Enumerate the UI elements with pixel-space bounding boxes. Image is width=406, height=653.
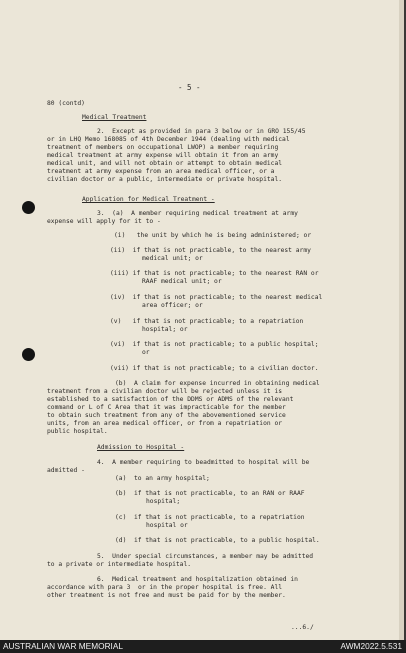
list-item: (a) to an army hospital; xyxy=(115,475,210,482)
para-5-line: 5. Under special circumstances, a member may be admitted xyxy=(97,553,314,560)
list-item: (vi) if that is not practicable; to a public hospital; xyxy=(110,341,319,348)
heading-admission: Admission to Hospital - xyxy=(97,444,185,451)
para-2-line: or in LHQ Memo 168085 of 4th December 1944 (dealing with medical xyxy=(47,136,290,143)
continuation-marker: ...6./ xyxy=(291,624,314,631)
para-2-line: civilian doctor or a public, intermediate or private hospital. xyxy=(47,176,283,183)
archive-reference: AWM2022.5.531 xyxy=(340,641,402,651)
list-item: (c) if that is not practicable, to a repatriation xyxy=(115,514,305,521)
para-2-line: treatment of members on occupational LWOP) a member requiring xyxy=(47,144,279,151)
para-6-line: 6. Medical treatment and hospitalization obtained in xyxy=(97,576,298,583)
list-item-continuation: hospital; xyxy=(146,498,181,505)
list-item: (b) if that is not practicable, to an RAN or RAAF xyxy=(115,490,305,497)
heading-application: Application for Medical Treatment - xyxy=(82,196,215,203)
page-number: - 5 - xyxy=(178,83,201,92)
para-4-line: admitted - xyxy=(47,467,85,474)
list-item: (vii) if that is not practicable; to a civilian doctor. xyxy=(110,365,319,372)
para-5-line: to a private or intermediate hospital. xyxy=(47,561,192,568)
para-2-line: medical treatment at army expense will obtain it from an army xyxy=(47,152,279,159)
punch-hole-top xyxy=(22,201,35,214)
list-item-continuation: hospital; or xyxy=(142,326,188,333)
list-item: (iv) if that is not practicable; to the nearest medical xyxy=(110,294,323,301)
section-ref: 80 (contd) xyxy=(47,100,85,107)
list-item-continuation: area officer; or xyxy=(142,302,203,309)
list-item-continuation: hospital or xyxy=(146,522,188,529)
para-3b-line: treatment from a civilian doctor will be rejected unless it is xyxy=(47,388,283,395)
para-2-line: medical unit, and will not obtain or attempt to obtain medical xyxy=(47,160,283,167)
list-item: (iii) if that is not practicable; to the nearest RAN or xyxy=(110,270,319,277)
list-item: (v) if that is not practicable; to a repatriation xyxy=(110,318,304,325)
para-4-line: 4. A member requiring to beadmitted to hospital will be xyxy=(97,459,310,466)
para-3b-line: to obtain such treatment from any of the abovementioned service xyxy=(47,412,286,419)
para-3b-line: (b) A claim for expense incurred in obtaining medical xyxy=(115,380,320,387)
para-6-line: other treatment is not free and must be paid for by the member. xyxy=(47,592,286,599)
para-6-line: accordance with para 3 or in the proper hospital is free. All xyxy=(47,584,283,591)
list-item: (d) if that is not practicable, to a public hospital. xyxy=(115,537,320,544)
institution-name: AUSTRALIAN WAR MEMORIAL xyxy=(3,641,124,651)
para-2-line: 2. Except as provided in para 3 below or in GRO 155/45 xyxy=(97,128,306,135)
punch-hole-bottom xyxy=(22,348,35,361)
para-3a-line: expense will apply for it to - xyxy=(47,218,161,225)
heading-medical-treatment: Medical Treatment xyxy=(82,114,147,121)
list-item-continuation: RAAF medical unit; or xyxy=(142,278,222,285)
list-item-continuation: medical unit; or xyxy=(142,255,203,262)
para-3a-line: 3. (a) A member requiring medical treatment at army xyxy=(97,210,298,217)
archive-footer xyxy=(0,640,406,653)
list-item: (i) the unit by which he is being administered; or xyxy=(114,232,312,239)
para-3b-line: established to a satisfaction of the DDMS or ADMS of the relevant xyxy=(47,396,294,403)
para-3b-line: public hospital. xyxy=(47,428,108,435)
list-item: (ii) if that is not practicable, to the nearest army xyxy=(110,247,311,254)
list-item-continuation: or xyxy=(142,349,150,356)
para-3b-line: command or L of C Area that it was impracticable for the member xyxy=(47,404,286,411)
para-3b-line: units, from an area medical officer, or from a repatriation or xyxy=(47,420,283,427)
para-2-line: treatment at army expense from an area medical officer, or a xyxy=(47,168,275,175)
page-edge xyxy=(399,0,404,640)
